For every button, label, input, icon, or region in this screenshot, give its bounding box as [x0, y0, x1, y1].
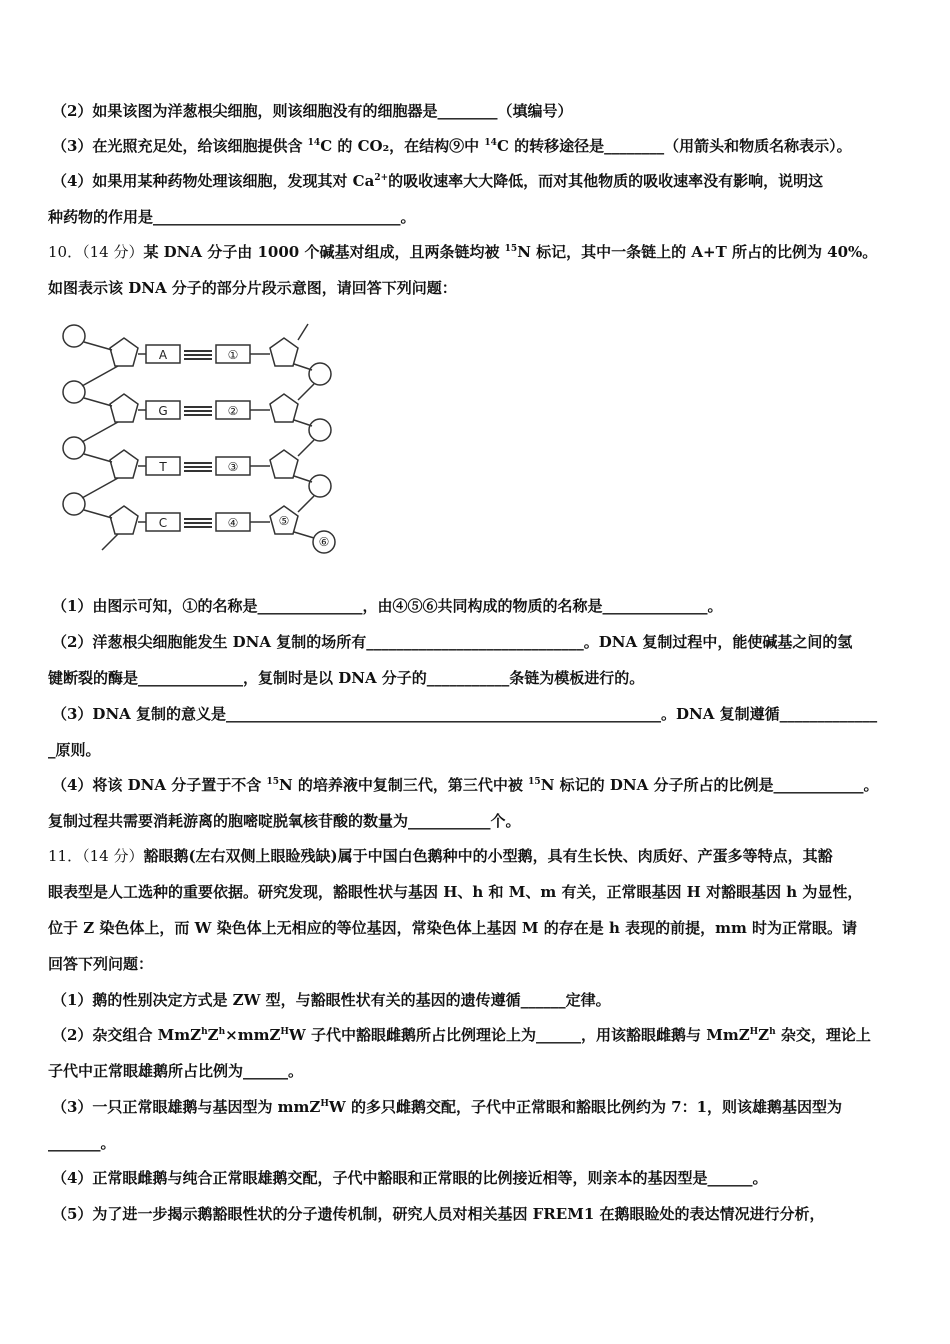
partner-label-4: ④: [227, 516, 239, 530]
prev-q-sub4: （4）如果用某种药物处理该细胞，发现其对 $Ca^{2+}$的吸收速率大大降低，而对其他物质的吸收速率没有影响，说明这: [52, 172, 824, 190]
q11-number: 11．（14 分）: [48, 847, 144, 865]
q11-sub3-line2: _______。: [48, 1134, 116, 1152]
right-phosphate: [309, 363, 331, 385]
q11-sub2: （2）杂交组合 $MmZ^hZ^h\times mmZ^HW$ 子代中豁眼雌鹅所占比例理论上为______，用该豁眼雌鹅与 $MmZ^HZ^h$ 杂交，理论上: [52, 1026, 871, 1044]
q11-intro-line2: 眼表型是人工选种的重要依据。研究发现，豁眼性状与基因 H、h 和 M、m 有关，正常眼基因 H 对豁眼基因 h 为显性，: [48, 883, 863, 901]
left-sugar: [110, 394, 138, 422]
q11-intro-line3: 位于 Z 染色体上，而 W 染色体上无相应的等位基因，常染色体上基因 M 的存在是 h 表现的前提，mm 时为正常眼。请: [48, 919, 858, 937]
left-sugar: [110, 450, 138, 478]
right-phosphate: [309, 419, 331, 441]
left-phosphate: [63, 325, 85, 347]
prev-q-sub3: （3）在光照充足处，给该细胞提供含 $^{14}$C 的 CO₂，在结构⑨中 $^{14}$C 的转移途径是________（用箭头和物质名称表示）。: [52, 137, 852, 155]
q11-sub5: （5）为了进一步揭示鹅豁眼性状的分子遗传机制，研究人员对相关基因 FREM1 在鹅眼睑处的表达情况进行分析，: [52, 1205, 825, 1223]
q10-sub2-line2: 键断裂的酶是______________，复制时是以 DNA 分子的___________条链为模板进行的。: [48, 669, 645, 687]
q10-sub4-line2: 复制过程共需要消耗游离的胞嘧啶脱氧核苷酸的数量为___________个。: [48, 812, 521, 830]
partner-label-3: ③: [227, 460, 239, 474]
q10-sub3-line2: _原则。: [48, 741, 101, 759]
q11-sub2-line2: 子代中正常眼雄鹅所占比例为______。: [48, 1062, 304, 1080]
q10-sub1: （1）由图示可知，①的名称是______________，由④⑤⑥共同构成的物质的名称是______________。: [52, 597, 723, 615]
right-sugar: [270, 338, 298, 366]
q11-intro: 11．（14 分）豁眼鹅(左右双侧上眼睑残缺)属于中国白色鹅种中的小型鹅，具有生长快、肉质好、产蛋多等特点，其豁: [48, 847, 833, 865]
q10-intro-line2: 如图表示该 DNA 分子的部分片段示意图，请回答下列问题：: [48, 279, 457, 297]
dna-structure-diagram: [58, 318, 348, 558]
q10-sub3: （3）DNA 复制的意义是__________________________________________________________。DNA 复制遵循_____________: [52, 705, 878, 723]
q10-intro: 10．（14 分）某 DNA 分子由 1000 个碱基对组成，且两条链均被 $^{15}$N 标记，其中一条链上的 A+T 所占的比例为 40%。: [48, 243, 878, 261]
q10-sub2: （2）洋葱根尖细胞能发生 DNA 复制的场所有_____________________________。DNA 复制过程中，能使碱基之间的氢: [52, 633, 853, 651]
base-label-a: A: [158, 348, 168, 362]
left-sugar: [110, 506, 138, 534]
right-phosphate: [309, 475, 331, 497]
left-phosphate: [63, 437, 85, 459]
q10-sub4: （4）将该 DNA 分子置于不含 $^{15}$N 的培养液中复制三代，第三代中被 $^{15}$N 标记的 DNA 分子所占的比例是____________。: [52, 776, 879, 794]
partner-label-2: ②: [227, 404, 239, 418]
prev-q-sub4-line2: 种药物的作用是_________________________________。: [48, 208, 416, 226]
q11-sub1: （1）鹅的性别决定方式是 ZW 型，与豁眼性状有关的基因的遗传遵循______定律。: [52, 991, 611, 1009]
left-phosphate: [63, 381, 85, 403]
q11-sub4: （4）正常眼雌鹅与纯合正常眼雄鹅交配，子代中豁眼和正常眼的比例接近相等，则亲本的基因型是______。: [52, 1169, 768, 1187]
q11-intro-line4: 回答下列问题：: [48, 955, 154, 973]
base-label-c: C: [158, 516, 168, 530]
right-sugar: [270, 450, 298, 478]
phosphate-label-6: ⑥: [318, 535, 330, 549]
prev-q-sub2: （2）如果该图为洋葱根尖细胞，则该细胞没有的细胞器是________（填编号）: [52, 102, 573, 120]
base-label-g: G: [158, 404, 168, 418]
sugar-label-5: ⑤: [278, 514, 290, 528]
q10-number: 10．（14 分）: [48, 243, 144, 261]
q11-sub3: （3）一只正常眼雄鹅与基因型为 mmZ$^H$W 的多只雌鹅交配，子代中正常眼和豁眼比例约为 7：1，则该雄鹅基因型为: [52, 1098, 843, 1116]
left-phosphate: [63, 493, 85, 515]
base-label-t: T: [159, 460, 167, 474]
left-sugar: [110, 338, 138, 366]
partner-label-1: ①: [227, 348, 239, 362]
right-sugar: [270, 394, 298, 422]
